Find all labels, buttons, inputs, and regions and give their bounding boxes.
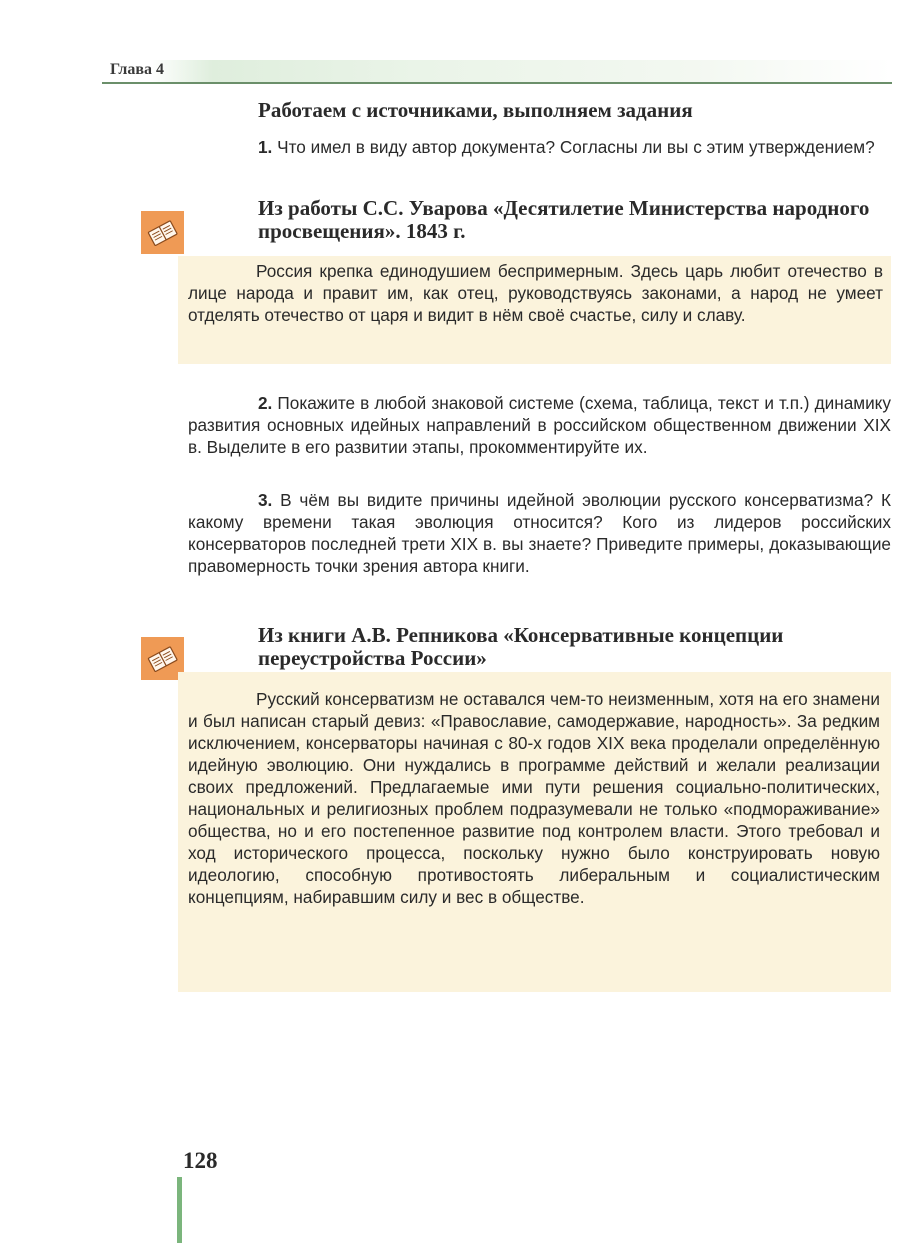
task-1 (188, 136, 891, 158)
open-book-icon (141, 211, 184, 254)
chapter-label: Глава 4 (110, 61, 164, 78)
task-3 (188, 489, 891, 577)
quote-uvarov: Россия крепка единодушием беспримерным. Здесь царь любит отечество в лице народа и правит им, как отец, руководствуясь законами, а народ не умеет отделять отечество от царя и видит в нём своё счастье, силу и славу. (188, 261, 883, 325)
quote-repnikov: Русский консерватизм не оставался чем-то неизменным, хотя на его знамени и был написан старый девиз: «Православие, самодержавие, народность». За редким исключением, консерваторы начиная с 80-х годов XIX века проделали определённую идейную эволюцию. Они нуждались в программе действий и желали реализации своих предложений. Предлагаемые ими пути решения социально-политических, национальных и религиозных проблем подразумевали не только «подмораживание» общества, но и его постепенное развитие под контролем власти. Этого требовал и ход исторического процесса, поскольку нужно было конструировать новую идеологию, способную противостоять либеральным и социалистическим концепциям, набиравшим силу и вес в обществе. (188, 689, 880, 907)
task-number: 1. (258, 137, 273, 157)
page-number: 128 (183, 1148, 218, 1173)
section-heading: Работаем с источниками, выполняем задания (258, 98, 693, 122)
source-title-uvarov: Из работы С.С. Уварова «Десятилетие Министерства народного просвещения». 1843 г. (258, 196, 870, 243)
source-title-repnikov: Из книги А.В. Репникова «Консервативные концепции переустройства России» (258, 623, 784, 670)
task-number: 2. (258, 393, 273, 413)
task-text: Покажите в любой знаковой системе (схема, таблица, текст и т.п.) динамику развития основных идейных направлений в российском общественном движении XIX в. Выделите в его развитии этапы, прокомментируйте их. (188, 393, 891, 457)
task-text: В чём вы видите причины идейной эволюции русского консерватизма? К какому времени такая эволюция относится? Кого из лидеров российских консерваторов последней трети XIX в. вы знаете? Приведите примеры, доказывающие правомерность точки зрения автора книги. (188, 490, 891, 576)
header-rule (102, 82, 892, 84)
task-text: Что имел в виду автор документа? Согласны ли вы с этим утверждением? (277, 137, 875, 157)
page-side-bar (177, 1177, 182, 1243)
task-number: 3. (258, 490, 273, 510)
header-band (102, 60, 892, 82)
task-2 (188, 392, 891, 458)
